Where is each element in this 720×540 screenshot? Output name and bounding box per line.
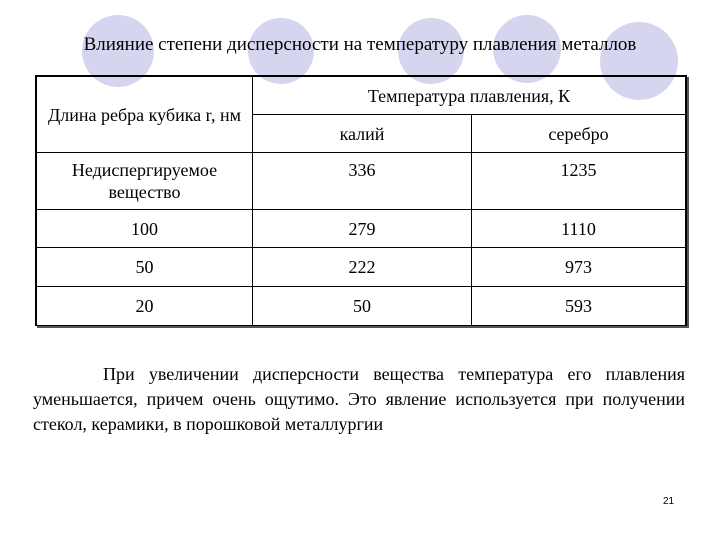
explanation-paragraph: При увеличении дисперсности вещества температура его плавления уменьшается, причем очень ощутимо. Это явление используется при получении стекол, керамики, в порошковой металлургии — [33, 364, 685, 434]
potassium-value: 279 — [253, 210, 472, 248]
potassium-value: 336 — [253, 153, 472, 210]
silver-value: 1235 — [472, 153, 686, 210]
col1-header: Длина ребра кубика r, нм — [37, 77, 253, 153]
silver-value: 973 — [472, 248, 686, 287]
melting-point-table — [35, 75, 687, 326]
group-header: Температура плавления, К — [253, 77, 686, 115]
table-row — [37, 248, 686, 287]
row-label: 100 — [37, 210, 253, 248]
table-row — [37, 210, 686, 248]
row-label: 20 — [37, 287, 253, 326]
subheader-potassium: калий — [253, 115, 472, 153]
page-number: 21 — [663, 496, 675, 507]
potassium-value: 50 — [253, 287, 472, 326]
subheader-silver: серебро — [472, 115, 686, 153]
slide-title: Влияние степени дисперсности на температуру плавления металлов — [83, 34, 637, 55]
table-row — [37, 153, 686, 210]
table-row — [37, 287, 686, 326]
row-label: 50 — [37, 248, 253, 287]
row-label: Недиспергируемое вещество — [37, 153, 253, 210]
silver-value: 1110 — [472, 210, 686, 248]
potassium-value: 222 — [253, 248, 472, 287]
silver-value: 593 — [472, 287, 686, 326]
